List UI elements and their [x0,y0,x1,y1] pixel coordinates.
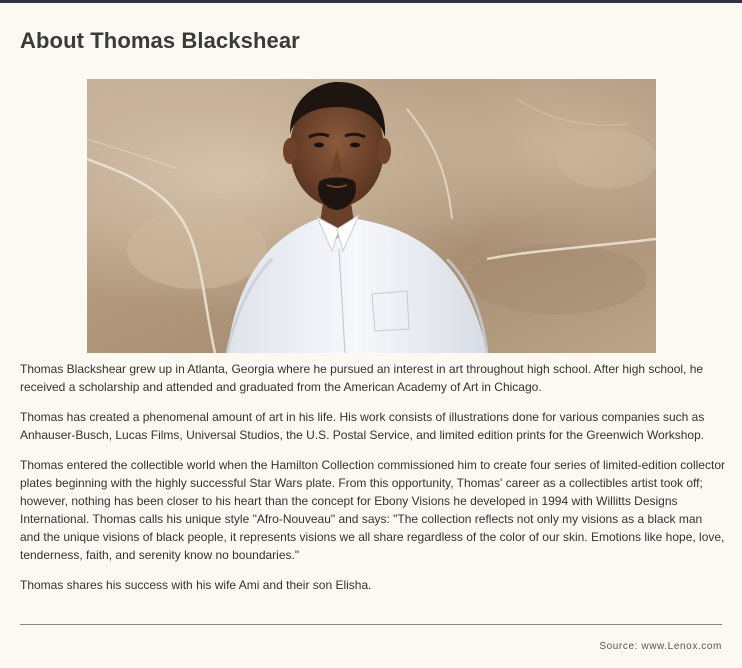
article-body [20,360,725,606]
portrait-photo [87,79,656,353]
source-credit: Source: www.Lenox.com [599,641,722,652]
page-title: About Thomas Blackshear [20,28,300,53]
paragraph-collectibles: Thomas entered the collectible world when the Hamilton Collection commissioned him to create four series of limited-edition collector plates beginning with the highly successful Star Wars plate. From this opportunity, Thomas' career as a collectibles artist took off; however, nothing has been closer to his heart than the concept for Ebony Visions he developed in 1994 with Willitts Designs International. Thomas calls his unique style "Afro-Nouveau" and says: "The collection reflects not only my visions as a black man and the unique visions of black people, it represents visions we all share regardless of the color of our skin. Emotions like hope, love, tenderness, faith, and serenity know no boundaries." [20,458,725,562]
top-accent-bar [0,0,742,3]
paragraph-early-life: Thomas Blackshear grew up in Atlanta, Georgia where he pursued an interest in art throughout high school. After high school, he received a scholarship and attended and graduated from the American Academy of Art in Chicago. [20,362,704,394]
paragraph-work: Thomas has created a phenomenal amount of art in his life. His work consists of illustrations done for various companies such as Anhauser-Busch, Lucas Films, Universal Studios, the U.S. Postal Service, and limited edition prints for the Greenwich Workshop. [20,410,705,442]
paragraph-family: Thomas shares his success with his wife Ami and their son Elisha. [20,578,372,592]
footer-divider [20,624,722,625]
